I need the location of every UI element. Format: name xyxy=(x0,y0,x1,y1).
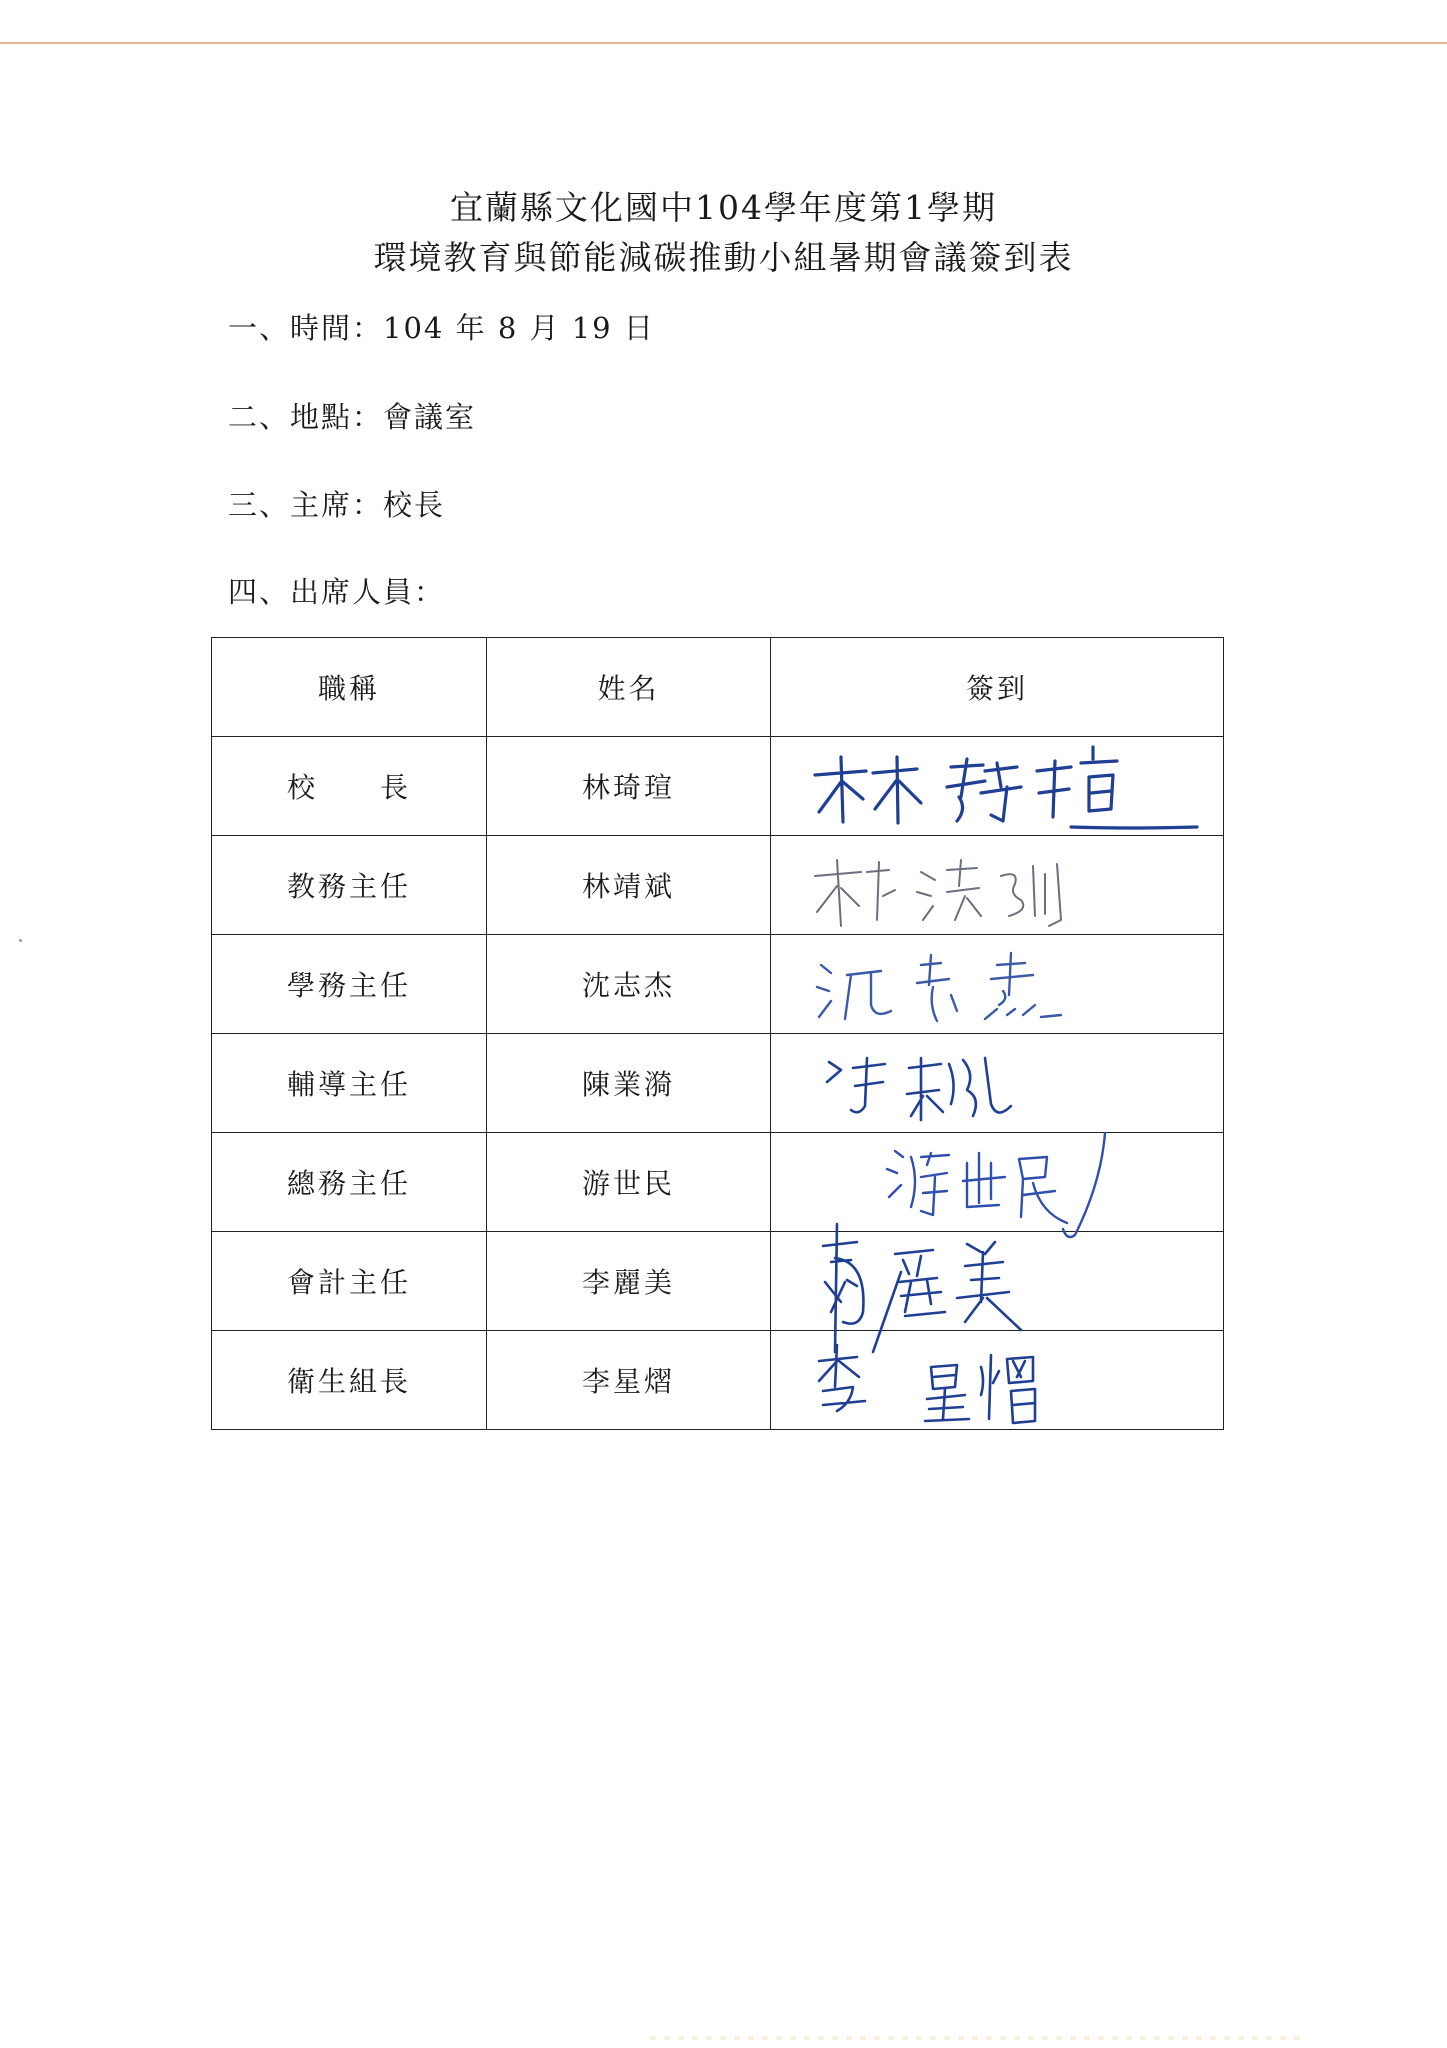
item-label: 出席人員： xyxy=(290,575,446,609)
name-cell: 李麗美 xyxy=(487,1232,771,1331)
name-cell: 林琦瑄 xyxy=(487,737,771,836)
header-signature: 簽到 xyxy=(771,638,1224,737)
job-title-cell: 會計主任 xyxy=(212,1232,487,1331)
name-cell: 游世民 xyxy=(487,1133,771,1232)
handwritten-signature xyxy=(771,1331,1224,1429)
document-title-line-1: 宜蘭縣文化國中104學年度第1學期 xyxy=(450,188,997,227)
job-title-cell: 輔導主任 xyxy=(212,1034,487,1133)
handwritten-signature xyxy=(771,1232,1224,1330)
signature-cell xyxy=(771,1331,1224,1430)
table-row xyxy=(212,935,1224,1034)
header-title: 職稱 xyxy=(212,638,487,737)
header-name: 姓名 xyxy=(487,638,771,737)
item-number: 三、 xyxy=(228,488,291,522)
meeting-chair xyxy=(228,485,445,525)
handwritten-signature xyxy=(771,1034,1224,1132)
table-row xyxy=(212,1232,1224,1331)
document-title-line-2: 環境教育與節能減碳推動小組暑期會議簽到表 xyxy=(373,238,1074,277)
table-row xyxy=(212,1034,1224,1133)
top-border-line xyxy=(0,42,1447,44)
table-row xyxy=(212,836,1224,935)
item-value: 104 年 8 月 19 日 xyxy=(383,311,655,345)
signature-cell xyxy=(771,1034,1224,1133)
item-label: 地點： xyxy=(290,400,384,434)
signature-cell xyxy=(771,1232,1224,1331)
item-label: 主席： xyxy=(290,488,384,522)
signature-cell xyxy=(771,935,1224,1034)
attendance-table xyxy=(211,637,1224,1430)
handwritten-signature xyxy=(771,935,1224,1033)
signature-cell xyxy=(771,737,1224,836)
job-title-cell: 總務主任 xyxy=(212,1133,487,1232)
item-number: 一、 xyxy=(228,311,291,345)
name-cell: 李星熠 xyxy=(487,1331,771,1430)
item-label: 時間： xyxy=(290,311,384,345)
signature-cell xyxy=(771,1133,1224,1232)
item-number: 四、 xyxy=(228,575,291,609)
meeting-time xyxy=(228,308,655,348)
handwritten-signature xyxy=(771,737,1224,835)
table-row xyxy=(212,1331,1224,1430)
name-cell: 林靖斌 xyxy=(487,836,771,935)
item-number: 二、 xyxy=(228,400,291,434)
job-title-cell: 衛生組長 xyxy=(212,1331,487,1430)
scan-speck xyxy=(19,939,22,942)
item-value: 校長 xyxy=(383,488,446,522)
meeting-location xyxy=(228,397,476,437)
item-value: 會議室 xyxy=(383,400,477,434)
table-row xyxy=(212,1133,1224,1232)
signature-cell xyxy=(771,836,1224,935)
name-cell: 陳業漪 xyxy=(487,1034,771,1133)
table-header-row xyxy=(212,638,1224,737)
job-title-cell: 教務主任 xyxy=(212,836,487,935)
table-row xyxy=(212,737,1224,836)
attendees-heading xyxy=(228,572,445,612)
handwritten-signature xyxy=(771,836,1224,934)
handwritten-signature xyxy=(771,1133,1224,1231)
name-cell: 沈志杰 xyxy=(487,935,771,1034)
scan-edge-noise xyxy=(650,2036,1300,2040)
job-title-cell: 學務主任 xyxy=(212,935,487,1034)
job-title-cell: 校 長 xyxy=(212,737,487,836)
